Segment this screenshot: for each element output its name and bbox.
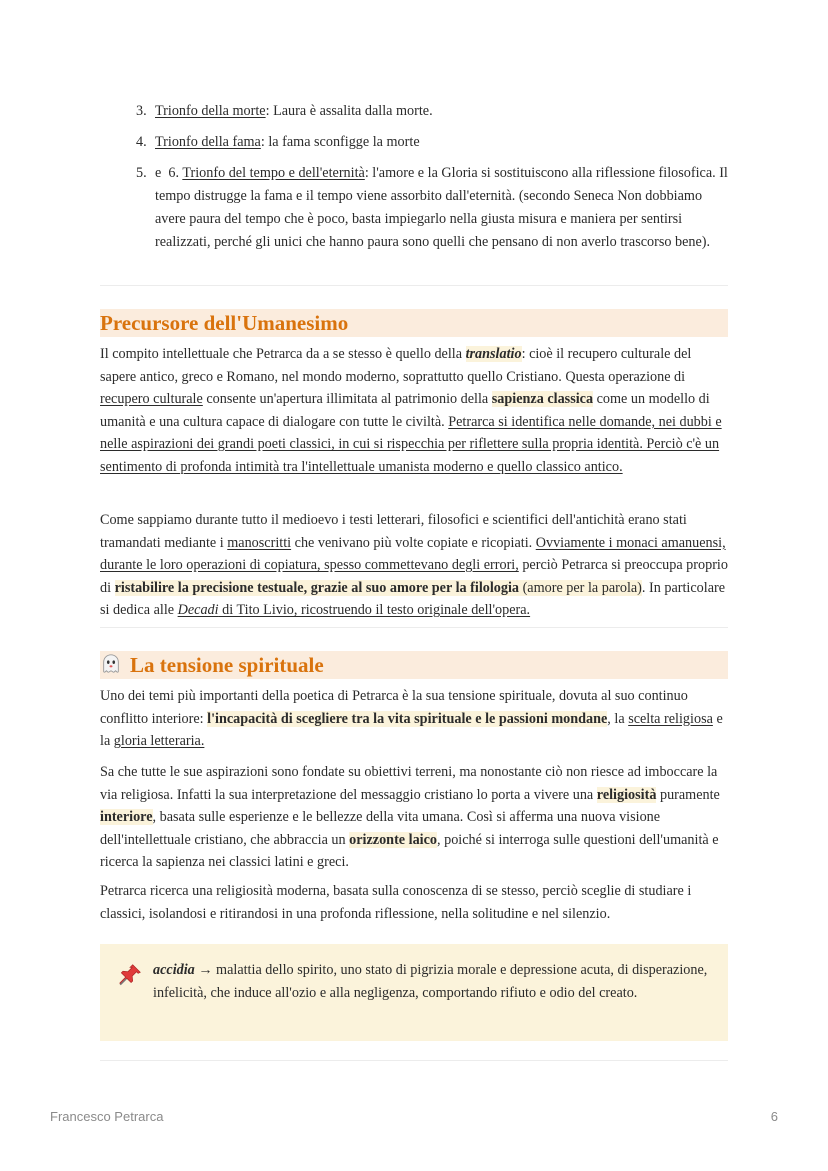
highlight-orizzonte: orizzonte laico: [349, 831, 438, 848]
paragraph-classici: Petrarca ricerca una religiosità moderna, basata sulla conoscenza di se stesso, perciò sceglie di studiare i classici, isolandosi e ritirandosi in una profonda riflessione, nella solitudine e nel silenzio.: [100, 883, 692, 922]
callout-text: [153, 959, 713, 1005]
callout-definition: malattia dello spirito, uno stato di pigrizia morale e depressione acuta, di disperazione, infelicità, che induce all'ozio e alla negligenza, comportando rifiuto e odio del creato.: [153, 962, 708, 1001]
text: che venivano più volte copiate e ricopiati.: [291, 534, 536, 551]
text: Il compito intellettuale che Petrarca da a se stesso è quello della: [100, 346, 466, 362]
list-item-text: : l'amore e la Gloria si sostituiscono alla riflessione filosofica. Il tempo distrugge la fama e il tempo viene assorbito dall'eternità. (secondo Seneca Non dobbiamo avere paura del tempo che è poco, basta impiegarlo nella giusta misura e maniera per sentirsi realizzati, perché gli unici che hanno paura sono quelli che pensano di non averlo trascorso bene).: [155, 165, 728, 250]
text: e la: [100, 710, 723, 749]
page-number: 6: [770, 1109, 778, 1124]
callout-accidia: [100, 944, 728, 1041]
highlight-parola: (amore per la parola): [519, 579, 642, 596]
divider: [100, 1060, 728, 1061]
paragraph-tensione: [100, 685, 728, 753]
section-heading-tensione: [100, 651, 728, 679]
underline-manoscritti: manoscritti: [227, 534, 292, 551]
list-item: [100, 131, 728, 154]
divider: [100, 627, 728, 628]
section-heading-text: La tensione spirituale: [130, 653, 324, 677]
underline-amanuensi: Ovviamente i monaci amanuensi, durante le loro operazioni di copiatura, spesso commettevano degli errori,: [100, 534, 726, 573]
list-number: 5.: [136, 165, 147, 181]
text: , la: [607, 710, 629, 727]
highlight-incapacita: l'incapacità di scegliere tra la vita spirituale e le passioni mondane: [207, 710, 608, 727]
list-item-prefix: e 6.: [155, 165, 183, 181]
paragraph-manoscritti: [100, 509, 728, 622]
list-number: 3.: [136, 103, 147, 119]
arrow-icon: →: [194, 962, 217, 978]
pushpin-icon: [117, 962, 143, 988]
list-item: [100, 100, 728, 123]
text: perciò Petrarca si preoccupa proprio di: [100, 557, 728, 596]
divider: [100, 285, 728, 286]
underline-recupero: recupero culturale: [100, 391, 203, 407]
underline-gloria: gloria letteraria.: [113, 733, 205, 749]
text: consente un'apertura illimitata al patrimonio della: [202, 391, 492, 407]
text: puramente: [656, 786, 720, 803]
text: Uno dei temi più importanti della poetica di Petrarca è la sua tensione spirituale, dovuta al suo continuo conflitto interiore:: [100, 688, 688, 727]
text: , poiché si interroga sulle questioni dell'umanità e ricerca la sapienza nei classici latini e greci.: [100, 831, 719, 870]
text: . In particolare si dedica alle: [100, 579, 726, 618]
callout-term: accidia: [153, 962, 195, 978]
paragraph-translatio: [100, 343, 728, 478]
paragraph-religiosita: [100, 761, 728, 874]
ghost-icon: [100, 653, 122, 675]
list-item-text: : la fama sconfigge la morte: [260, 134, 420, 150]
list-number: 4.: [136, 134, 147, 150]
section-heading-text: Precursore dell'Umanesimo: [100, 311, 349, 335]
underline-tito-livio: di Tito Livio, ricostruendo il testo originale dell'opera.: [218, 602, 531, 618]
underline-identity: Petrarca si identifica nelle domande, nei dubbi e nelle aspirazioni dei grandi poeti classici, in cui si rispecchia per riflettere sulla propria identità. Perciò c'è un sentimento di profonda intimità tra l'intellettuale umanista moderno e quello classico antico.: [100, 413, 722, 475]
list-item-title: Trionfo del tempo e dell'eternità: [182, 165, 365, 181]
highlight-filologia: ristabilire la precisione testuale, grazie al suo amore per la filologia: [114, 579, 520, 596]
text: Sa che tutte le sue aspirazioni sono fondate su obiettivi terreni, ma nonostante ciò non riesce ad imboccare la via religiosa. Infatti la sua interpretazione del messaggio cristiano lo porta a vivere una: [100, 764, 718, 803]
highlight-sapienza: sapienza classica: [491, 391, 594, 407]
text: come un modello di umanità e una cultura capace di dialogare con tutte le civiltà.: [100, 391, 710, 430]
section-heading-umanesimo: [100, 309, 728, 337]
highlight-interiore: interiore: [100, 809, 153, 825]
text: Come sappiamo durante tutto il medioevo i testi letterari, filosofici e scientifici dell'antichità erano stati tramandati mediante i: [100, 512, 687, 551]
highlight-translatio: translatio: [465, 346, 522, 362]
underline-decadi: Decadi: [177, 602, 219, 618]
text: : cioè il recupero culturale del sapere antico, greco e Romano, nel mondo moderno, soprattutto quello Cristiano. Questa operazione di: [100, 346, 692, 385]
underline-scelta: scelta religiosa: [628, 710, 713, 727]
list-item-title: Trionfo della fama: [155, 134, 261, 150]
list-item: [100, 162, 728, 254]
text: , basata sulle esperienze e le bellezze della vita umana. Così si afferma una nuova visione dell'intellettuale cristiano, che abbraccia un: [100, 809, 661, 848]
list-item-text: : Laura è assalita dalla morte.: [265, 103, 433, 119]
triumph-list: [100, 100, 728, 262]
footer-title: Francesco Petrarca: [50, 1109, 164, 1124]
list-item-title: Trionfo della morte: [155, 103, 266, 119]
highlight-religiosita: religiosità: [596, 786, 657, 803]
